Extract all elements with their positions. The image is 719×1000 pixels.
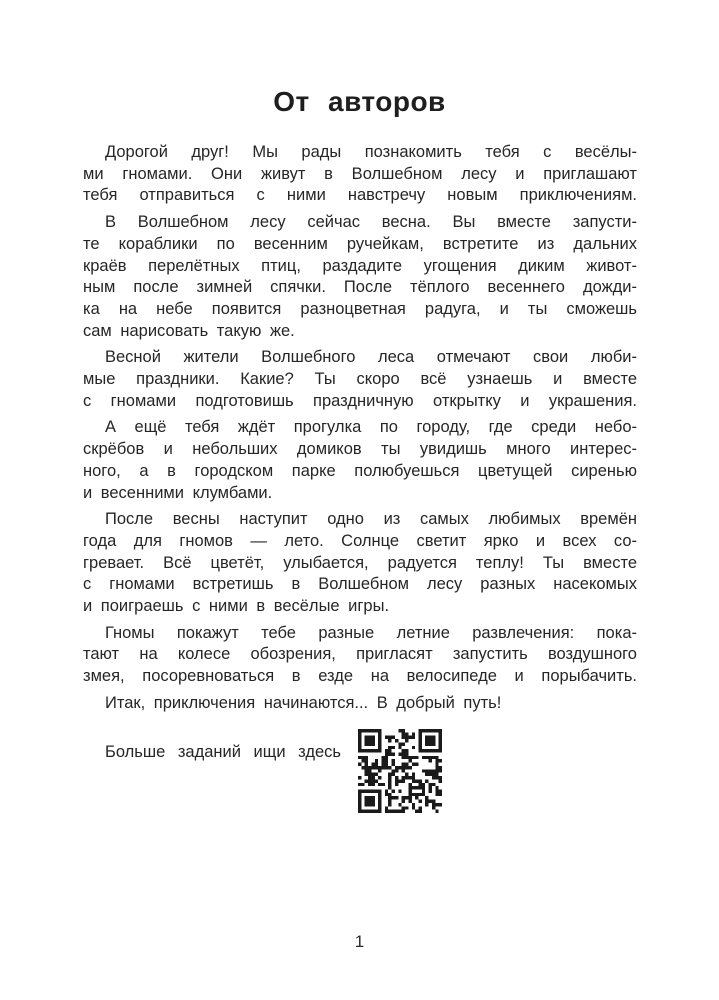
text-line: с гномами встретишь в Волшебном лесу разных насекомых bbox=[83, 575, 637, 594]
text-line: скрёбов и небольших домиков ты увидишь много интерес- bbox=[83, 440, 637, 459]
text-line: Гномы покажут тебе разные летние развлечения: пока- bbox=[105, 623, 637, 642]
paragraph bbox=[83, 212, 637, 342]
paragraph bbox=[83, 417, 637, 504]
text-line: Дорогой друг! Мы рады познакомить тебя с весёлы- bbox=[105, 143, 637, 161]
text-line: А ещё тебя ждёт прогулка по городу, где среди небо- bbox=[105, 418, 637, 437]
text-line: ми гномами. Они живут в Волшебном лесу и приглашают bbox=[83, 164, 637, 183]
text-line: Весной жители Волшебного леса отмечают свои люби- bbox=[105, 348, 637, 367]
paragraph bbox=[83, 509, 637, 618]
body-text bbox=[83, 142, 637, 715]
page-number: 1 bbox=[354, 932, 365, 951]
text-line: с гномами подготовишь праздничную открытку и украшения. bbox=[83, 391, 637, 410]
text-line: После весны наступит одно из самых любимых времён bbox=[105, 510, 637, 529]
paragraph bbox=[83, 623, 637, 688]
text-line: и поиграешь с ними в весёлые игры. bbox=[83, 597, 390, 616]
text-line: гревает. Всё цветёт, улыбается, радуется теплу! Ты вместе bbox=[83, 553, 637, 572]
text-line: ного, а в городском парке полюбуешься цветущей сиренью bbox=[83, 461, 637, 480]
page-title: От авторов bbox=[273, 86, 446, 117]
text-line: года для гномов — лето. Солнце светит ярко и всех со- bbox=[83, 531, 637, 550]
text-line: В Волшебном лесу сейчас весна. Вы вместе запусти- bbox=[105, 213, 637, 232]
text-line: сам нарисовать такую же. bbox=[83, 321, 295, 340]
text-line: мые праздники. Какие? Ты скоро всё узнаешь и вместе bbox=[83, 370, 637, 389]
paragraph bbox=[83, 347, 637, 412]
text-line: и весенними клумбами. bbox=[83, 483, 273, 502]
text-line: змея, посоревноваться в езде на велосипеде и порыбачить. bbox=[83, 667, 637, 686]
text-line: краёв перелётных птиц, раздадите угощения диким живот- bbox=[83, 256, 637, 275]
paragraph bbox=[83, 693, 637, 715]
paragraph bbox=[83, 142, 637, 207]
text-line: тают на колесе обозрения, пригласят запустить воздушного bbox=[83, 645, 637, 664]
qr-caption: Больше заданий ищи здесь bbox=[105, 742, 341, 761]
qr-section bbox=[105, 729, 719, 813]
qr-code-icon bbox=[358, 729, 442, 813]
text-line: ка на небе появится разноцветная радуга, и ты сможешь bbox=[83, 299, 637, 318]
text-line: ным после зимней спячки. После тёплого весеннего дожди- bbox=[83, 278, 637, 297]
text-line: Итак, приключения начинаются... В добрый путь! bbox=[105, 693, 502, 712]
text-line: те кораблики по весенним ручейкам, встретите из дальних bbox=[83, 234, 637, 253]
text-line: тебя отправиться с ними навстречу новым приключениям. bbox=[83, 186, 637, 205]
